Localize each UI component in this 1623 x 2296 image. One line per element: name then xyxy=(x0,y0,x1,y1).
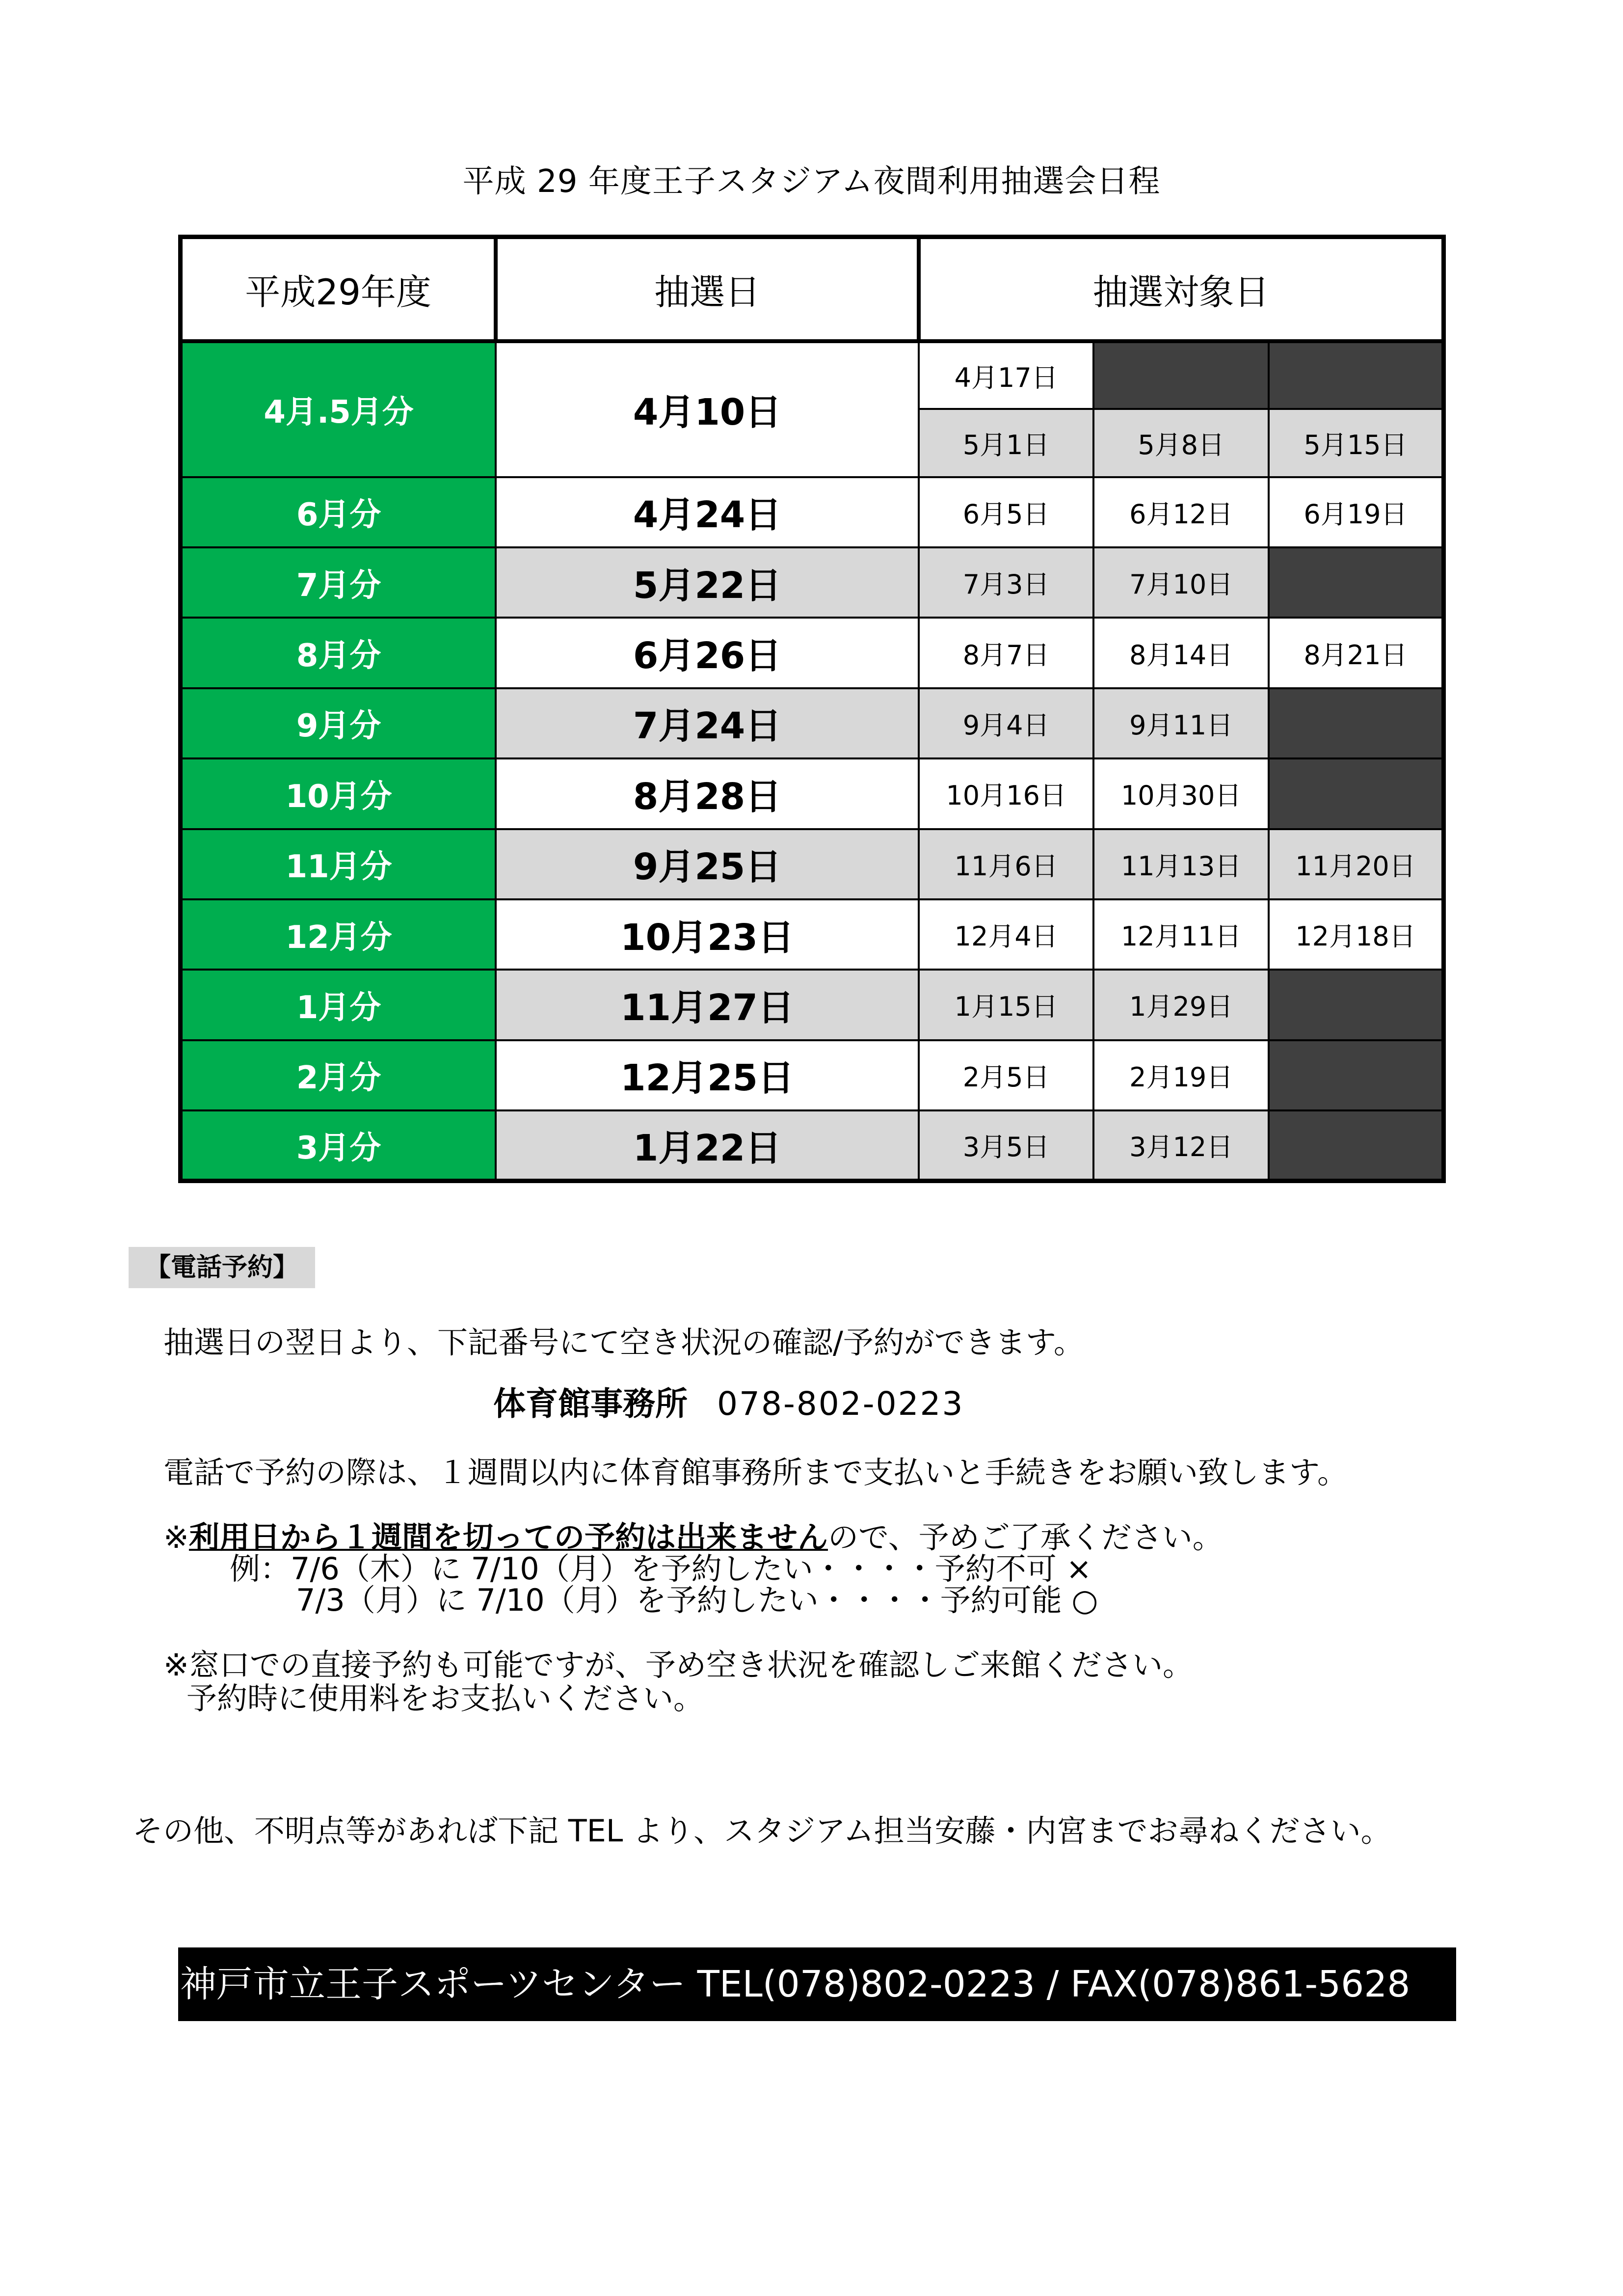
target-date-cell: 7月10日 xyxy=(1093,547,1269,618)
target-date-cell: 9月11日 xyxy=(1093,688,1269,758)
table-row xyxy=(181,618,1444,688)
example-line-2: 7/3（月）に 7/10（月）を予約したい・・・・予約可能 ○ xyxy=(296,1582,1098,1618)
lottery-date-cell: 1月22日 xyxy=(496,1110,919,1181)
blocked-cell xyxy=(1269,1040,1444,1110)
month-cell: 12月分 xyxy=(181,899,496,970)
target-date-cell: 9月4日 xyxy=(919,688,1094,758)
lottery-date-cell: 5月22日 xyxy=(496,547,919,618)
target-date-cell: 10月16日 xyxy=(919,758,1094,829)
lottery-date-cell: 9月25日 xyxy=(496,829,919,899)
header-year: 平成29年度 xyxy=(181,237,496,342)
target-date-cell: 6月19日 xyxy=(1269,477,1444,547)
table-row xyxy=(181,970,1444,1040)
month-cell: 6月分 xyxy=(181,477,496,547)
header-lottery-date: 抽選日 xyxy=(496,237,919,342)
target-date-cell: 5月8日 xyxy=(1093,409,1269,477)
office-name: 体育館事務所 xyxy=(493,1385,688,1423)
table-row xyxy=(181,1110,1444,1181)
office-contact xyxy=(493,1378,964,1424)
table-row xyxy=(181,1040,1444,1110)
table-row xyxy=(181,688,1444,758)
target-date-cell: 11月20日 xyxy=(1269,829,1444,899)
contact-note: その他、不明点等があれば下記 TEL より、スタジアム担当安藤・内宮までお尋ねください。 xyxy=(133,1813,1391,1849)
payment-note: 電話で予約の際は、１週間以内に体育館事務所まで支払いと手続きをお願い致します。 xyxy=(163,1455,1348,1490)
lottery-date-cell: 4月10日 xyxy=(496,341,919,477)
target-date-cell: 3月12日 xyxy=(1093,1110,1269,1181)
lottery-date-cell: 11月27日 xyxy=(496,970,919,1040)
month-cell: 7月分 xyxy=(181,547,496,618)
month-cell: 1月分 xyxy=(181,970,496,1040)
lottery-date-cell: 6月26日 xyxy=(496,618,919,688)
month-cell: 11月分 xyxy=(181,829,496,899)
month-cell: 2月分 xyxy=(181,1040,496,1110)
blocked-cell xyxy=(1269,547,1444,618)
lottery-date-cell: 12月25日 xyxy=(496,1040,919,1110)
blocked-cell xyxy=(1269,758,1444,829)
month-cell: 8月分 xyxy=(181,618,496,688)
phone-reservation-heading: 【電話予約】 xyxy=(129,1247,315,1288)
blocked-cell xyxy=(1269,1110,1444,1181)
blocked-cell xyxy=(1269,341,1444,409)
target-date-cell: 8月14日 xyxy=(1093,618,1269,688)
month-cell: 9月分 xyxy=(181,688,496,758)
target-date-cell: 11月13日 xyxy=(1093,829,1269,899)
target-date-cell: 4月17日 xyxy=(919,341,1094,409)
lottery-date-cell: 10月23日 xyxy=(496,899,919,970)
target-date-cell: 8月21日 xyxy=(1269,618,1444,688)
target-date-cell: 3月5日 xyxy=(919,1110,1094,1181)
example-line-1: 例：7/6（木）に 7/10（月）を予約したい・・・・予約不可 × xyxy=(230,1551,1092,1587)
restriction-emphasis: 利用日から１週間を切っての予約は出来ません xyxy=(188,1519,828,1555)
restriction-suffix: ので、予めご了承ください。 xyxy=(827,1519,1223,1555)
target-date-cell: 2月19日 xyxy=(1093,1040,1269,1110)
target-date-cell: 12月18日 xyxy=(1269,899,1444,970)
table-row xyxy=(181,829,1444,899)
page-title: 平成 29 年度王子スタジアム夜間利用抽選会日程 xyxy=(462,163,1161,200)
table-row xyxy=(181,477,1444,547)
table-row xyxy=(181,547,1444,618)
restriction-prefix: ※ xyxy=(163,1519,189,1555)
phone-intro-text: 抽選日の翌日より、下記番号にて空き状況の確認/予約ができます。 xyxy=(163,1324,1084,1360)
blocked-cell xyxy=(1269,688,1444,758)
target-date-cell: 6月5日 xyxy=(919,477,1094,547)
target-date-cell: 1月15日 xyxy=(919,970,1094,1040)
target-date-cell: 10月30日 xyxy=(1093,758,1269,829)
table-row xyxy=(181,341,1444,409)
lottery-date-cell: 8月28日 xyxy=(496,758,919,829)
table-row xyxy=(181,899,1444,970)
office-phone-number: 078-802-0223 xyxy=(717,1385,964,1423)
target-date-cell: 5月15日 xyxy=(1269,409,1444,477)
lottery-date-cell: 7月24日 xyxy=(496,688,919,758)
month-cell: 10月分 xyxy=(181,758,496,829)
header-target-dates: 抽選対象日 xyxy=(919,237,1444,342)
footer-contact-bar: 神戸市立王子スポーツセンター TEL(078)802-0223 / FAX(078)861-5628 xyxy=(178,1947,1456,2021)
window-reservation-note-2: 予約時に使用料をお支払いください。 xyxy=(186,1680,704,1716)
window-reservation-note: ※窓口での直接予約も可能ですが、予め空き状況を確認しご来館ください。 xyxy=(163,1647,1193,1683)
month-cell: 3月分 xyxy=(181,1110,496,1181)
target-date-cell: 5月1日 xyxy=(919,409,1094,477)
schedule-table xyxy=(178,235,1446,1183)
table-row xyxy=(181,758,1444,829)
blocked-cell xyxy=(1093,341,1269,409)
target-date-cell: 1月29日 xyxy=(1093,970,1269,1040)
target-date-cell: 2月5日 xyxy=(919,1040,1094,1110)
lottery-date-cell: 4月24日 xyxy=(496,477,919,547)
target-date-cell: 6月12日 xyxy=(1093,477,1269,547)
month-cell: 4月.5月分 xyxy=(181,341,496,477)
blocked-cell xyxy=(1269,970,1444,1040)
target-date-cell: 11月6日 xyxy=(919,829,1094,899)
target-date-cell: 7月3日 xyxy=(919,547,1094,618)
target-date-cell: 8月7日 xyxy=(919,618,1094,688)
target-date-cell: 12月11日 xyxy=(1093,899,1269,970)
target-date-cell: 12月4日 xyxy=(919,899,1094,970)
